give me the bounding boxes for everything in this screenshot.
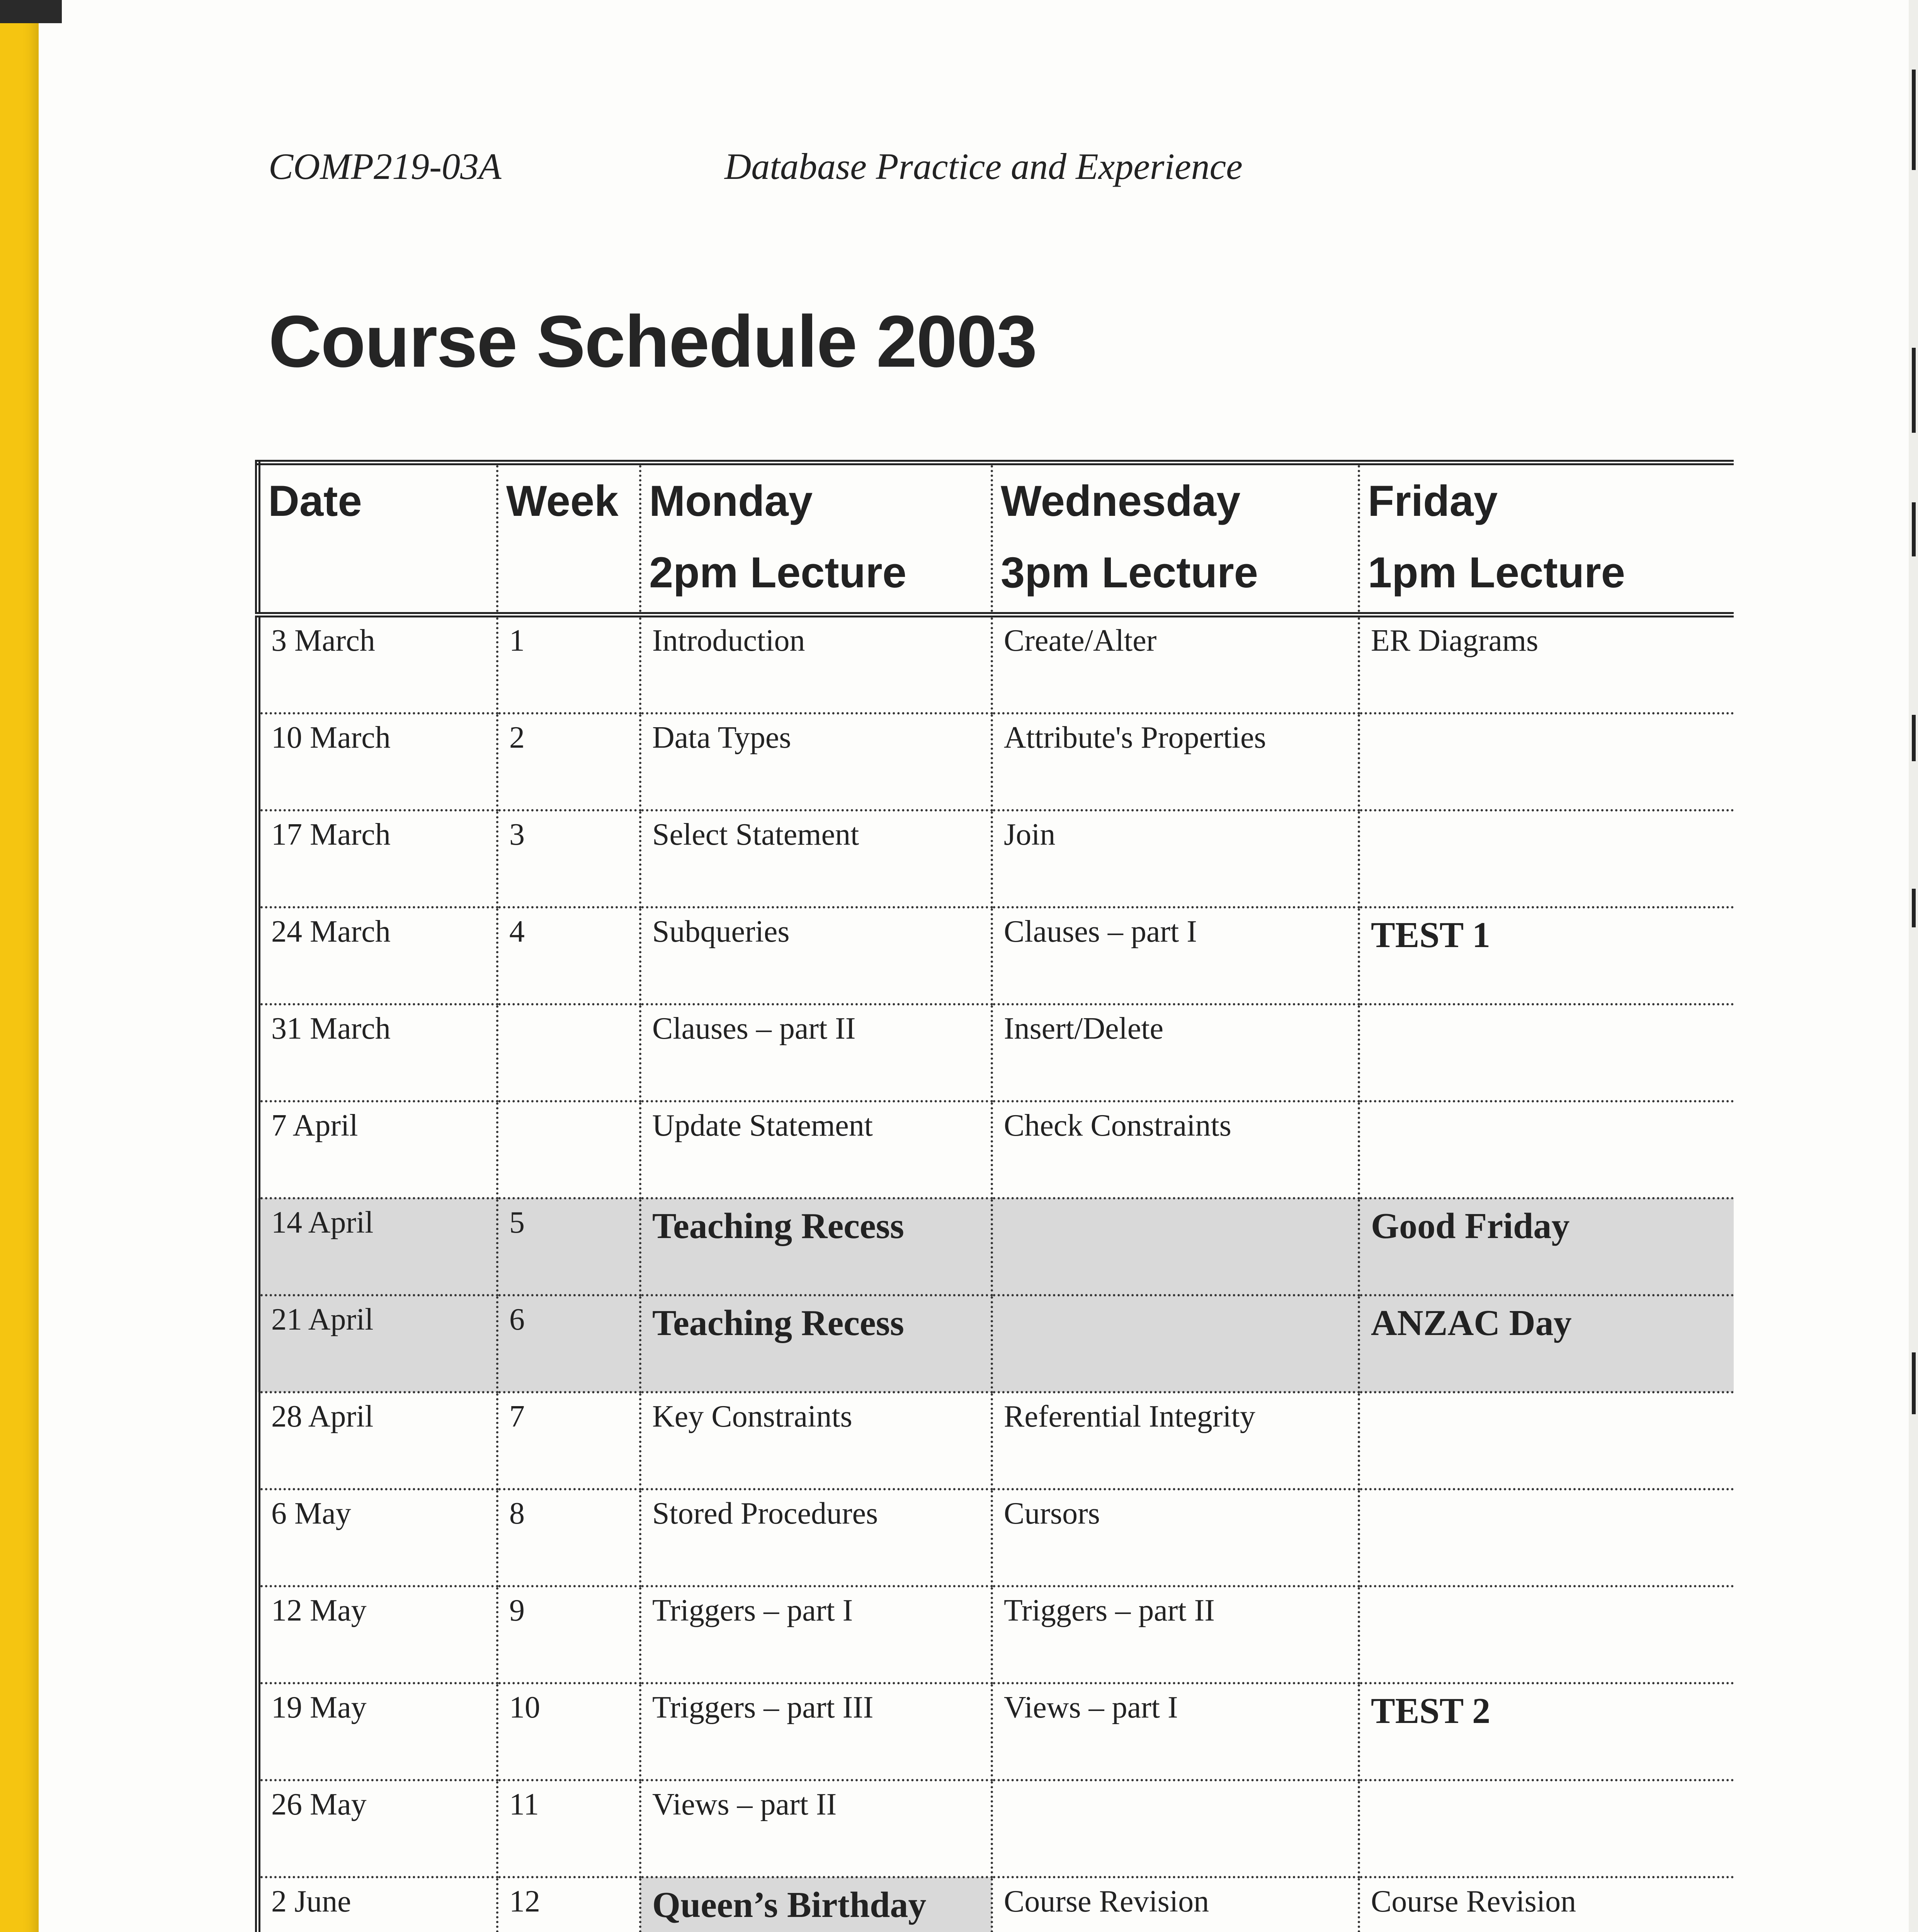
table-row	[258, 1489, 1734, 1586]
table-row	[258, 1780, 1734, 1877]
cell-week: 8	[497, 1489, 640, 1586]
table-row	[258, 1004, 1734, 1101]
cell-friday	[1359, 1586, 1734, 1683]
test-label: TEST 2	[1371, 1691, 1491, 1731]
cell-week: 12	[497, 1877, 640, 1932]
column-header-wednesday: Wednesday 3pm Lecture	[992, 463, 1359, 615]
cell-date: 6 May	[258, 1489, 497, 1586]
cell-week: 10	[497, 1683, 640, 1780]
event-label: Good Friday	[1371, 1206, 1570, 1246]
cell-monday: Key Constraints	[640, 1392, 992, 1489]
cell-friday	[1359, 1295, 1734, 1392]
cell-friday: Course Revision	[1359, 1877, 1734, 1932]
event-label: Teaching Recess	[652, 1303, 904, 1343]
event-label: Teaching Recess	[652, 1206, 904, 1246]
schedule-table	[255, 460, 1734, 1932]
cell-week	[497, 1101, 640, 1198]
cell-date: 7 April	[258, 1101, 497, 1198]
cell-date: 21 April	[258, 1295, 497, 1392]
cell-monday	[640, 1877, 992, 1932]
cell-week: 2	[497, 713, 640, 810]
cell-week: 11	[497, 1780, 640, 1877]
cell-date: 14 April	[258, 1198, 497, 1295]
column-header-monday: Monday 2pm Lecture	[640, 463, 992, 615]
cell-monday	[640, 1295, 992, 1392]
cell-week: 5	[497, 1198, 640, 1295]
column-header-week: Week	[497, 463, 640, 615]
cell-date: 28 April	[258, 1392, 497, 1489]
cell-friday	[1359, 1392, 1734, 1489]
cell-week: 7	[497, 1392, 640, 1489]
cell-wednesday: Views – part I	[992, 1683, 1359, 1780]
cell-monday: Update Statement	[640, 1101, 992, 1198]
event-label: ANZAC Day	[1371, 1303, 1572, 1343]
cell-monday: Clauses – part II	[640, 1004, 992, 1101]
cell-wednesday: Create/Alter	[992, 615, 1359, 713]
cell-monday: Subqueries	[640, 907, 992, 1004]
cell-wednesday: Referential Integrity	[992, 1392, 1359, 1489]
cell-friday: ER Diagrams	[1359, 615, 1734, 713]
cell-wednesday: Join	[992, 810, 1359, 907]
column-header-friday: Friday 1pm Lecture	[1359, 463, 1734, 615]
cell-friday	[1359, 1683, 1734, 1780]
table-row	[258, 615, 1734, 713]
table-row	[258, 907, 1734, 1004]
course-name: Database Practice and Experience	[724, 146, 1243, 187]
cell-friday	[1359, 810, 1734, 907]
cell-wednesday	[992, 1198, 1359, 1295]
cell-date: 19 May	[258, 1683, 497, 1780]
cell-week: 4	[497, 907, 640, 1004]
table-header-row	[258, 463, 1734, 615]
cell-friday	[1359, 713, 1734, 810]
cell-date: 24 March	[258, 907, 497, 1004]
scan-corner	[0, 0, 62, 23]
cell-monday: Data Types	[640, 713, 992, 810]
cell-week	[497, 1004, 640, 1101]
cell-monday: Triggers – part I	[640, 1586, 992, 1683]
table-row	[258, 713, 1734, 810]
cell-friday	[1359, 907, 1734, 1004]
cell-wednesday	[992, 1780, 1359, 1877]
cell-date: 12 May	[258, 1586, 497, 1683]
cell-wednesday: Triggers – part II	[992, 1586, 1359, 1683]
cell-wednesday	[992, 1295, 1359, 1392]
cell-friday	[1359, 1101, 1734, 1198]
cell-monday: Stored Procedures	[640, 1489, 992, 1586]
cell-friday	[1359, 1489, 1734, 1586]
page-right-edge	[1909, 0, 1918, 1932]
table-row	[258, 1392, 1734, 1489]
cell-wednesday: Course Revision	[992, 1877, 1359, 1932]
cell-week: 9	[497, 1586, 640, 1683]
cell-monday: Introduction	[640, 615, 992, 713]
test-label: TEST 1	[1371, 915, 1491, 955]
cell-wednesday: Clauses – part I	[992, 907, 1359, 1004]
cell-monday	[640, 1198, 992, 1295]
cell-friday	[1359, 1198, 1734, 1295]
table-row-holiday	[258, 1295, 1734, 1392]
cell-wednesday: Insert/Delete	[992, 1004, 1359, 1101]
cell-week: 6	[497, 1295, 640, 1392]
cell-date: 17 March	[258, 810, 497, 907]
column-header-date: Date	[258, 463, 497, 615]
course-code: COMP219-03A	[269, 146, 502, 187]
table-row	[258, 810, 1734, 907]
cell-wednesday: Check Constraints	[992, 1101, 1359, 1198]
cell-date: 26 May	[258, 1780, 497, 1877]
cell-date: 2 June	[258, 1877, 497, 1932]
event-label: Queen’s Birthday	[652, 1885, 927, 1925]
table-row	[258, 1683, 1734, 1780]
table-row	[258, 1101, 1734, 1198]
table-row	[258, 1586, 1734, 1683]
page-title: Course Schedule 2003	[269, 301, 1037, 383]
cell-week: 1	[497, 615, 640, 713]
cell-wednesday: Cursors	[992, 1489, 1359, 1586]
cell-date: 10 March	[258, 713, 497, 810]
cell-monday: Views – part II	[640, 1780, 992, 1877]
cell-date: 31 March	[258, 1004, 497, 1101]
cell-week: 3	[497, 810, 640, 907]
table-row-holiday	[258, 1198, 1734, 1295]
cell-wednesday: Attribute's Properties	[992, 713, 1359, 810]
cell-friday	[1359, 1780, 1734, 1877]
cell-monday: Select Statement	[640, 810, 992, 907]
cell-friday	[1359, 1004, 1734, 1101]
cell-monday: Triggers – part III	[640, 1683, 992, 1780]
cell-date: 3 March	[258, 615, 497, 713]
table-row	[258, 1877, 1734, 1932]
